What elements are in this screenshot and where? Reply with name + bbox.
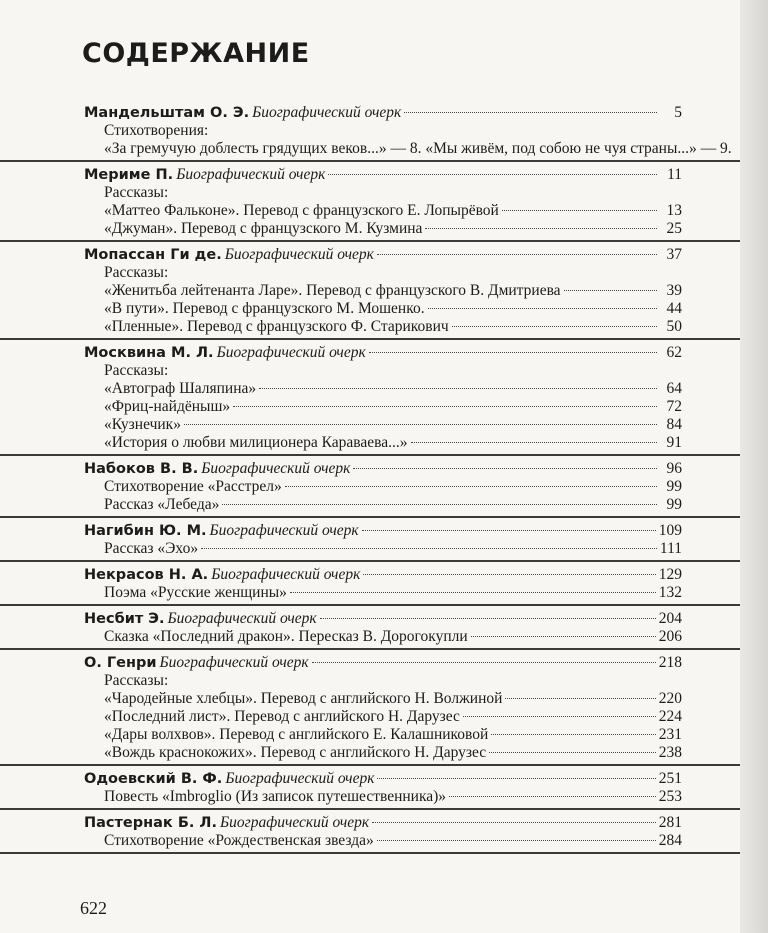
dot-leader bbox=[184, 424, 657, 425]
dot-leader bbox=[353, 468, 657, 469]
toc-author-line bbox=[0, 344, 740, 362]
page-ref: 37 bbox=[666, 246, 682, 263]
page-ref: 11 bbox=[667, 166, 682, 183]
page-ref: 284 bbox=[658, 832, 682, 849]
dot-leader bbox=[491, 734, 655, 735]
toc-section bbox=[0, 566, 740, 606]
table-of-contents bbox=[0, 104, 740, 858]
dot-leader bbox=[259, 388, 657, 389]
essay-title: Биографический очерк bbox=[159, 654, 309, 671]
dot-leader bbox=[489, 752, 656, 753]
page-ref: 281 bbox=[658, 814, 682, 831]
toc-section bbox=[0, 610, 740, 650]
author-name: Мериме П. bbox=[84, 167, 174, 183]
page-ref: 231 bbox=[658, 726, 682, 743]
toc-entry bbox=[0, 496, 740, 514]
toc-section bbox=[0, 460, 740, 518]
dot-leader bbox=[363, 574, 655, 575]
toc-entry bbox=[0, 690, 740, 708]
author-name: Нагибин Ю. М. bbox=[84, 523, 207, 539]
essay-title: Биографический очерк bbox=[224, 246, 374, 263]
dot-leader bbox=[564, 290, 657, 291]
entry-title: «Джуман». Перевод с французского М. Кузмина bbox=[104, 220, 423, 237]
dot-leader bbox=[505, 698, 655, 699]
entry-title: «Кузнечик» bbox=[104, 416, 181, 433]
dot-leader bbox=[362, 530, 656, 531]
page-ref: 84 bbox=[666, 416, 682, 433]
essay-title: Биографический очерк bbox=[225, 770, 375, 787]
essay-title: Биографический очерк bbox=[167, 610, 317, 627]
essay-title: Биографический очерк bbox=[211, 566, 361, 583]
toc-entry bbox=[0, 282, 740, 300]
author-name: Одоевский В. Ф. bbox=[84, 771, 223, 787]
toc-author-line bbox=[0, 566, 740, 584]
entry-title: «Автограф Шаляпина» bbox=[104, 380, 257, 397]
page-ref: 5 bbox=[674, 104, 682, 121]
page-ref: 204 bbox=[658, 610, 682, 627]
page-ref: 64 bbox=[666, 380, 682, 397]
toc-subheading: Рассказы: bbox=[104, 672, 169, 689]
book-gutter bbox=[740, 0, 768, 933]
essay-title: Биографический очерк bbox=[252, 104, 402, 121]
toc-section bbox=[0, 104, 740, 162]
toc-entry bbox=[0, 434, 740, 452]
toc-entry bbox=[0, 220, 740, 238]
author-name: Москвина М. Л. bbox=[84, 345, 214, 361]
toc-author-line bbox=[0, 814, 740, 832]
entry-title: «В пути». Перевод с французского М. Мошенко. bbox=[104, 300, 425, 317]
page-ref: 62 bbox=[666, 344, 682, 361]
toc-entry bbox=[0, 788, 740, 806]
toc-subheading: Рассказы: bbox=[104, 362, 169, 379]
toc-section bbox=[0, 814, 740, 854]
toc-entry bbox=[0, 584, 740, 602]
entry-title: Поэма «Русские женщины» bbox=[104, 584, 287, 601]
author-name: Некрасов Н. А. bbox=[84, 567, 209, 583]
dot-leader bbox=[404, 112, 657, 113]
toc-author-line bbox=[0, 522, 740, 540]
toc-section bbox=[0, 166, 740, 242]
toc-entry bbox=[0, 744, 740, 762]
dot-leader bbox=[428, 308, 657, 309]
toc-entry bbox=[0, 202, 740, 220]
dot-leader bbox=[502, 210, 657, 211]
entry-title: Рассказ «Лебеда» bbox=[104, 496, 220, 513]
entry-title: «История о любви милиционера Караваева...» bbox=[104, 434, 408, 451]
author-name: Пастернак Б. Л. bbox=[84, 815, 217, 831]
entry-title: «Маттео Фальконе». Перевод с французского Е. Лопырёвой bbox=[104, 202, 499, 219]
dot-leader bbox=[312, 662, 656, 663]
entry-title: «Чародейные хлебцы». Перевод с английского Н. Волжиной bbox=[104, 690, 503, 707]
page-ref: 253 bbox=[658, 788, 682, 805]
dot-leader bbox=[290, 592, 656, 593]
author-name: Мандельштам О. Э. bbox=[84, 105, 250, 121]
page-ref: 238 bbox=[658, 744, 682, 761]
toc-author-line bbox=[0, 770, 740, 788]
dot-leader bbox=[452, 326, 657, 327]
toc-entry bbox=[0, 628, 740, 646]
entry-title: Стихотворение «Рождественская звезда» bbox=[104, 832, 374, 849]
dot-leader bbox=[222, 504, 657, 505]
toc-entry bbox=[0, 380, 740, 398]
page-ref: 13 bbox=[666, 202, 682, 219]
page-ref: 72 bbox=[666, 398, 682, 415]
dot-leader bbox=[425, 228, 657, 229]
page-ref: 111 bbox=[659, 540, 682, 557]
toc-section bbox=[0, 344, 740, 456]
page-ref: 44 bbox=[666, 300, 682, 317]
toc-author-line bbox=[0, 610, 740, 628]
toc-entry bbox=[0, 300, 740, 318]
author-name: Несбит Э. bbox=[84, 611, 165, 627]
toc-author-line bbox=[0, 460, 740, 478]
dot-leader bbox=[377, 778, 655, 779]
essay-title: Биографический очерк bbox=[176, 166, 326, 183]
page-ref: 50 bbox=[666, 318, 682, 335]
entry-title: «Последний лист». Перевод с английского Н. Дарузес bbox=[104, 708, 460, 725]
toc-entry bbox=[0, 318, 740, 336]
page-title: СОДЕРЖАНИЕ bbox=[82, 38, 310, 69]
toc-subheading: Стихотворения: bbox=[104, 122, 209, 139]
dot-leader bbox=[377, 254, 657, 255]
essay-title: Биографический очерк bbox=[220, 814, 370, 831]
entry-title: Стихотворение «Расстрел» bbox=[104, 478, 282, 495]
page-ref: 132 bbox=[658, 584, 682, 601]
toc-entry bbox=[0, 832, 740, 850]
dot-leader bbox=[285, 486, 657, 487]
dot-leader bbox=[471, 636, 656, 637]
toc-entry bbox=[0, 540, 740, 558]
toc-entry bbox=[0, 726, 740, 744]
toc-author-line bbox=[0, 654, 740, 672]
dot-leader bbox=[377, 840, 656, 841]
entry-title: «Пленные». Перевод с французского Ф. Старикович bbox=[104, 318, 449, 335]
toc-entry bbox=[0, 708, 740, 726]
entry-title: Рассказ «Эхо» bbox=[104, 540, 199, 557]
toc-entry bbox=[0, 398, 740, 416]
toc-section bbox=[0, 522, 740, 562]
author-name: Мопассан Ги де. bbox=[84, 247, 222, 263]
dot-leader bbox=[411, 442, 657, 443]
dot-leader bbox=[449, 796, 656, 797]
toc-entry-text: «За гремучую доблесть грядущих веков...» — 8. «Мы живём, под собою не чуя страны...» — 9. bbox=[104, 140, 732, 157]
essay-title: Биографический очерк bbox=[209, 522, 359, 539]
page-ref: 25 bbox=[666, 220, 682, 237]
page-ref: 109 bbox=[658, 522, 682, 539]
toc-author-line bbox=[0, 246, 740, 264]
essay-title: Биографический очерк bbox=[216, 344, 366, 361]
toc-entry bbox=[0, 478, 740, 496]
dot-leader bbox=[320, 618, 656, 619]
page-ref: 99 bbox=[666, 496, 682, 513]
toc-section bbox=[0, 246, 740, 340]
toc-section bbox=[0, 654, 740, 766]
page-number: 622 bbox=[80, 898, 107, 918]
entry-title: «Вождь краснокожих». Перевод с английского Н. Дарузес bbox=[104, 744, 487, 761]
entry-title: «Женитьба лейтенанта Ларе». Перевод с французского В. Дмитриева bbox=[104, 282, 561, 299]
page-ref: 91 bbox=[666, 434, 682, 451]
dot-leader bbox=[201, 548, 657, 549]
toc-author-line bbox=[0, 104, 740, 122]
dot-leader bbox=[369, 352, 657, 353]
page-ref: 218 bbox=[658, 654, 682, 671]
toc-subheading: Рассказы: bbox=[104, 184, 169, 201]
page-ref: 220 bbox=[658, 690, 682, 707]
page-ref: 99 bbox=[666, 478, 682, 495]
dot-leader bbox=[328, 174, 657, 175]
toc-entry bbox=[0, 416, 740, 434]
dot-leader bbox=[463, 716, 656, 717]
entry-title: Сказка «Последний дракон». Пересказ В. Дорогокупли bbox=[104, 628, 468, 645]
page-ref: 129 bbox=[658, 566, 682, 583]
dot-leader bbox=[372, 822, 656, 823]
author-name: Набоков В. В. bbox=[84, 461, 199, 477]
toc-subheading: Рассказы: bbox=[104, 264, 169, 281]
page-ref: 206 bbox=[658, 628, 682, 645]
page-ref: 251 bbox=[658, 770, 682, 787]
toc-author-line bbox=[0, 166, 740, 184]
toc-section bbox=[0, 770, 740, 810]
essay-title: Биографический очерк bbox=[201, 460, 351, 477]
page-ref: 224 bbox=[658, 708, 682, 725]
entry-title: «Фриц-найдёныш» bbox=[104, 398, 231, 415]
entry-title: «Дары волхвов». Перевод с английского Е. Калашниковой bbox=[104, 726, 489, 743]
dot-leader bbox=[233, 406, 657, 407]
page-ref: 39 bbox=[666, 282, 682, 299]
entry-title: Повесть «Imbroglio (Из записок путешественника)» bbox=[104, 788, 447, 805]
author-name: О. Генри bbox=[84, 655, 157, 671]
page-ref: 96 bbox=[666, 460, 682, 477]
